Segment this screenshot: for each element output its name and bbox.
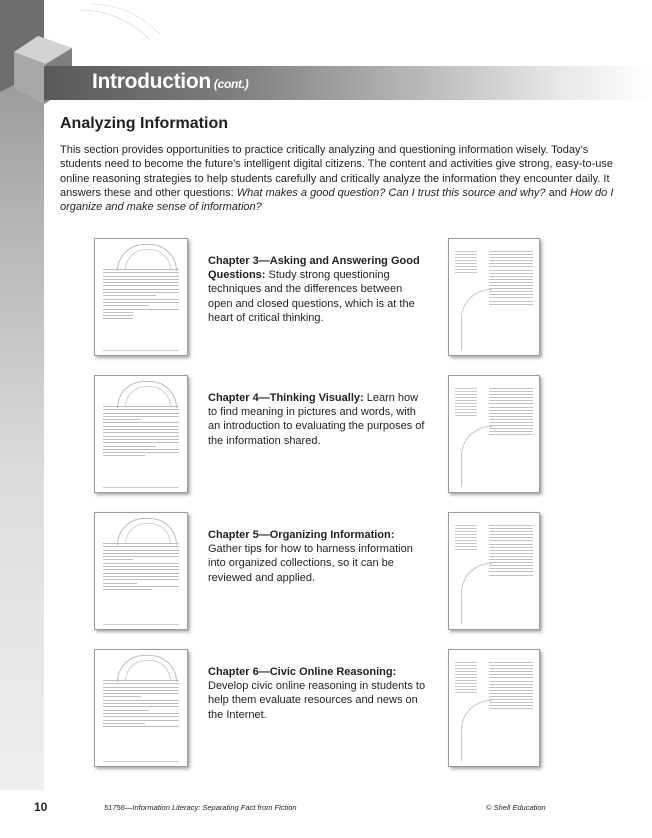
chapter-6-description: [208, 665, 426, 722]
chapter-4-text: Learn how to find meaning in pictures and words, with an introduction to evaluating the purposes of the information shared.: [208, 392, 425, 447]
chapter-4-heading: Chapter 4—Thinking Visually:: [208, 392, 364, 404]
chapter-3-text: Study strong questioning techniques and the differences between open and closed questions, which is at the heart of critical thinking.: [208, 269, 415, 324]
chapter-4-activity-thumbnail: [448, 375, 540, 493]
intro-and: and: [545, 186, 570, 199]
page-header-title: [92, 70, 248, 94]
header-title-text: Introduction: [92, 70, 211, 93]
section-title: Analyzing Information: [60, 115, 228, 132]
intro-question-1: What makes a good question? Can I trust this source and why?: [236, 186, 546, 199]
chapter-6-activity-thumbnail: [448, 649, 540, 767]
chapter-5-heading: Chapter 5—Organizing Information:: [208, 529, 395, 541]
footer-publisher: © Shell Education: [486, 803, 546, 812]
header-cont: (cont.): [213, 77, 249, 91]
chapter-3-opener-thumbnail: [94, 238, 188, 356]
chapter-5-activity-thumbnail: [448, 512, 540, 630]
chapter-6-heading: Chapter 6—Civic Online Reasoning:: [208, 666, 397, 678]
chapter-item-5: [94, 512, 554, 630]
chapter-6-text: Develop civic online reasoning in students to help them evaluate resources and news on the Internet.: [208, 680, 426, 721]
chapter-item-3: [94, 238, 554, 356]
footer-book-title: 51756—Information Literacy: Separating Fact from Fiction: [104, 803, 297, 812]
intro-question-2: How do I organize and make sense of information?: [60, 186, 614, 214]
chapter-item-4: [94, 375, 554, 493]
chapter-4-opener-thumbnail: [94, 375, 188, 493]
intro-paragraph: [60, 143, 620, 214]
chapter-item-6: [94, 649, 554, 767]
side-band: [0, 0, 44, 790]
chapter-5-description: [208, 528, 426, 585]
chapter-5-text: Gather tips for how to harness information into organized collections, so it can be reviewed and applied.: [208, 543, 413, 584]
chapter-5-opener-thumbnail: [94, 512, 188, 630]
chapter-6-opener-thumbnail: [94, 649, 188, 767]
chapter-3-description: [208, 254, 426, 325]
page-number: 10: [34, 800, 48, 814]
chapter-3-activity-thumbnail: [448, 238, 540, 356]
chapter-4-description: [208, 391, 426, 448]
intro-text: This section provides opportunities to practice critically analyzing and questioning information wisely. Today’s students need to become the future’s intelligent digital citizens. The content and activities give strong, easy-to-use online reasoning strategies to help students carefully and critically analyze the information they encounter daily. It answers these and other questions:: [60, 144, 613, 199]
chapter-3-heading: Chapter 3—Asking and Answering Good Questions:: [208, 255, 420, 282]
